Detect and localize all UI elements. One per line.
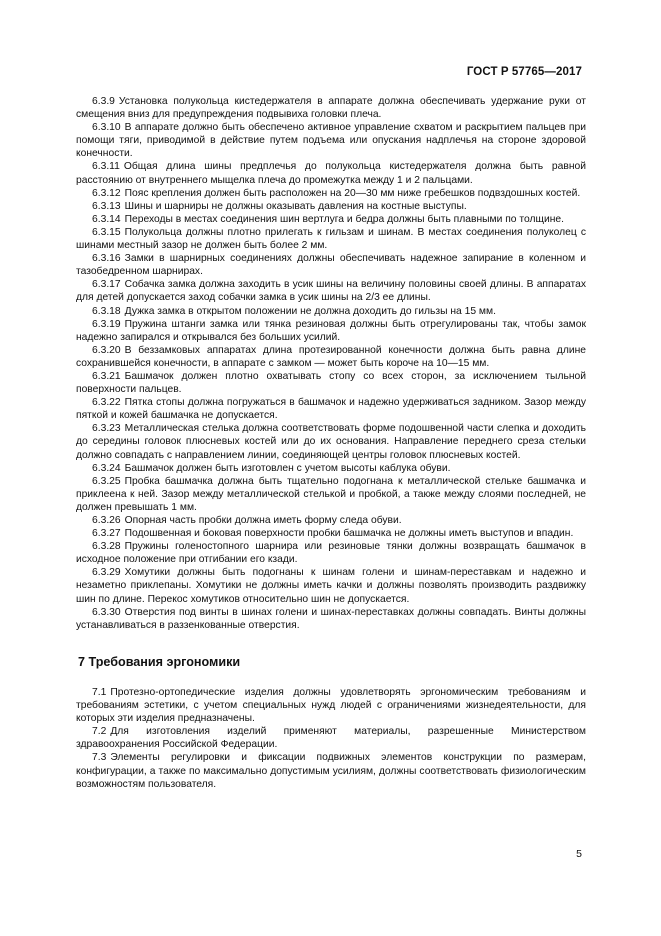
clause-6-3-17: 6.3.17 Собачка замка должна заходить в усик шины на величину половины своей длины. В аппаратах для детей допускается заход собачки замка в усик шины на 2/3 ее длины. — [76, 279, 586, 304]
document-body — [76, 95, 586, 791]
clause-7-1: 7.1 Протезно-ортопедические изделия должны удовлетворять эргономическим требованиям и требованиям эстетики, с учетом специальных нужд людей с ограничениями жизнедеятельности, для которых эти изделия предназначены. — [76, 686, 586, 725]
clause-6-3-23: 6.3.23 Металлическая стелька должна соответствовать форме подошвенной части слепка и доходить до середины головок плюсневых костей или до их основания. Направление переднего среза стельки должно совпадать с направлением линии, соединяющей центры головок плюсневых костей. — [76, 423, 586, 461]
clause-6-3-10: 6.3.10 В аппарате должно быть обеспечено активное управление схватом и раскрытием пальцев при помощи тяги, приводимой в действие путем подъема или опускания надплечья на стороне здоровой конечности. — [76, 122, 586, 160]
section-7-heading: 7 Требования эргономики — [78, 654, 241, 669]
clause-6-3-21: 6.3.21 Башмачок должен плотно охватывать стопу со всех сторон, за исключением тыльной поверхности пальцев. — [76, 370, 586, 396]
clause-7-2: 7.2 Для изготовления изделий применяют материалы, разрешенные Министерством здравоохранения Российской Федерации. — [76, 726, 586, 751]
clause-6-3-19: 6.3.19 Пружина штанги замка или тянка резиновая должны быть отрегулированы так, чтобы замок надежно запирался и открывался без больших усилий. — [76, 318, 586, 343]
clause-6-3-30: 6.3.30 Отверстия под винты в шинах голени и шинах-переставках должны совпадать. Винты должны устанавливаться в раззенкованные отверстия. — [76, 606, 586, 631]
clause-6-3-16: 6.3.16 Замки в шарнирных соединениях должны обеспечивать надежное запирание в коленном и тазобедренном шарнирах. — [76, 253, 586, 278]
clause-6-3-15: 6.3.15 Полукольца должны плотно прилегать к гильзам и шинам. В местах соединения полуколец с шинами местный зазор не должен быть более 2 мм. — [76, 226, 586, 252]
page-number: 5 — [576, 848, 582, 860]
clause-6-3-11: 6.3.11 Общая длина шины предплечья до полукольца кистедержателя должна быть равной расстоянию от внутреннего мыщелка плеча до промежутка между 1 и 2 пальцами. — [76, 161, 586, 186]
clause-6-3-9: 6.3.9 Установка полукольца кистедержателя в аппарате должна обеспечивать удержание руки от смещения вниз для предупреждения подвывиха головки плеча. — [76, 96, 586, 121]
clause-6-3-26: 6.3.26 Опорная часть пробки должна иметь форму следа обуви. — [92, 515, 402, 526]
clause-7-3: 7.3 Элементы регулировки и фиксации подвижных элементов конструкции по размерам, конфигурации, а также по максимально допустимым усилиям, должны соответствовать физиологическим возможностям пользователя. — [76, 752, 586, 790]
clause-6-3-28: 6.3.28 Пружины голеностопного шарнира или резиновые тянки должны возвращать башмачок в исходное положение при отгибании его кзади. — [76, 541, 586, 566]
clause-6-3-14: 6.3.14 Переходы в местах соединения шин вертлуга и бедра должны быть плавными по толщине. — [92, 213, 565, 225]
clause-6-3-20: 6.3.20 В беззамковых аппаратах длина протезированной конечности должна быть равна длине сохранившейся конечности, в аппарате с замком — может быть короче на 10—15 мм. — [76, 344, 586, 369]
clause-6-3-24: 6.3.24 Башмачок должен быть изготовлен с учетом высоты каблука обуви. — [92, 462, 451, 474]
clause-6-3-13: 6.3.13 Шины и шарниры не должны оказывать давления на костные выступы. — [92, 200, 467, 212]
standard-designation: ГОСТ Р 57765—2017 — [466, 66, 582, 78]
clause-6-3-12: 6.3.12 Пояс крепления должен быть расположен на 20—30 мм ниже гребешков подвздошных костей. — [92, 187, 581, 199]
clause-6-3-27: 6.3.27 Подошвенная и боковая поверхности пробки башмачка не должны иметь выступов и впадин. — [92, 528, 574, 540]
clause-6-3-22: 6.3.22 Пятка стопы должна погружаться в башмачок и надежно удерживаться задником. Зазор между пяткой и кожей башмачка не допускается. — [76, 397, 586, 422]
clause-6-3-18: 6.3.18 Дужка замка в открытом положении не должна доходить до гильзы на 15 мм. — [92, 305, 496, 317]
clause-6-3-25: 6.3.25 Пробка башмачка должна быть тщательно подогнана к металлической стельке башмачка и приклеена к ней. Зазор между металлической стелькой и пробкой, а также между слоями последней, не должен превышать 1 мм. — [76, 475, 586, 513]
clause-6-3-29: 6.3.29 Хомутики должны быть подогнаны к шинам голени и шинам-переставкам и надежно и незаметно приклепаны. Хомутики не должны иметь качки и должны позволять производить раздвижку шин по длине. Перекос хомутиков относительно шин не допускается. — [76, 567, 586, 605]
